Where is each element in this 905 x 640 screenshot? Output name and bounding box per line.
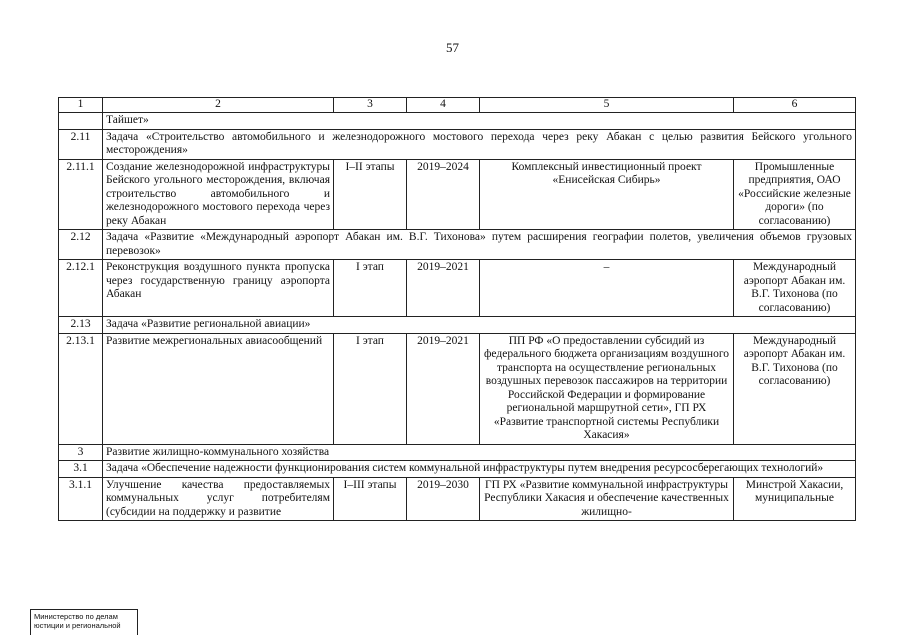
activity-cell: Развитие межрегиональных авиасообщений <box>103 333 334 444</box>
row-number: 2.13.1 <box>59 333 103 444</box>
table-row <box>59 333 856 444</box>
period-cell: 2019–2030 <box>407 477 480 521</box>
table-row <box>59 260 856 317</box>
table-row <box>59 159 856 230</box>
table-row <box>59 444 856 461</box>
table-row <box>59 461 856 478</box>
stage-cell: I этап <box>334 333 407 444</box>
column-number-row <box>59 98 856 113</box>
page-number: 57 <box>446 40 459 55</box>
activity-cell: Улучшение качества предоставляемых коммунальных услуг потребителям (субсидии на поддержку и развитие <box>103 477 334 521</box>
column-header: 1 <box>59 98 103 113</box>
task-text: Задача «Строительство автомобильного и железнодорожного мостового перехода через реку Абакан с целью развития Бейского угольного месторождения» <box>103 129 856 159</box>
row-number: 2.11 <box>59 129 103 159</box>
task-text: Задача «Развитие региональной авиации» <box>103 317 856 334</box>
table-row <box>59 477 856 521</box>
executor-cell: Минстрой Хакасии, муниципальные <box>734 477 856 521</box>
activity-cell: Создание железнодорожной инфраструктуры Бейского угольного месторождения, включая строительство автомобильного и железнодорожного мостового перехода через реку Абакан <box>103 159 334 230</box>
table-row <box>59 113 856 130</box>
task-text: Задача «Обеспечение надежности функционирования систем коммунальной инфраструктуры путем внедрения ресурсосберегающих технологий» <box>103 461 856 478</box>
table-row <box>59 317 856 334</box>
row-number: 2.12.1 <box>59 260 103 317</box>
section-text: Развитие жилищно-коммунального хозяйства <box>103 444 856 461</box>
column-header: 4 <box>407 98 480 113</box>
source-cell: – <box>480 260 734 317</box>
row-number: 2.12 <box>59 230 103 260</box>
column-header: 2 <box>103 98 334 113</box>
column-header: 5 <box>480 98 734 113</box>
row-number: 2.13 <box>59 317 103 334</box>
period-cell: 2019–2021 <box>407 333 480 444</box>
task-text: Задача «Развитие «Международный аэропорт Абакан им. В.Г. Тихонова» путем расширения географии полетов, увеличения объемов грузовых перевозок» <box>103 230 856 260</box>
strategy-table <box>58 97 856 521</box>
stage-cell: I–II этапы <box>334 159 407 230</box>
source-cell: ГП РХ «Развитие коммунальной инфраструктуры Республики Хакасия и обеспечение качественных жилищно- <box>480 477 734 521</box>
period-cell: 2019–2024 <box>407 159 480 230</box>
stage-cell: I–III этапы <box>334 477 407 521</box>
executor-cell: Международный аэропорт Абакан им. В.Г. Тихонова (по согласованию) <box>734 260 856 317</box>
period-cell: 2019–2021 <box>407 260 480 317</box>
column-header: 3 <box>334 98 407 113</box>
row-number: 3.1 <box>59 461 103 478</box>
table-row <box>59 129 856 159</box>
activity-cell: Реконструкция воздушного пункта пропуска через государственную границу аэропорта Абакан <box>103 260 334 317</box>
source-cell: Комплексный инвестиционный проект «Енисейская Сибирь» <box>480 159 734 230</box>
ministry-stamp: Министерство по делам юстиции и региональной <box>30 609 138 635</box>
column-header: 6 <box>734 98 856 113</box>
source-cell: ПП РФ «О предоставлении субсидий из федерального бюджета организациям воздушного транспорта на осуществление региональных воздушных перевозок пассажиров на территории Российской Федерации и формирование региональной маршрутной сети», ГП РХ «Развитие транспортной системы Республики Хакасия» <box>480 333 734 444</box>
executor-cell: Международный аэропорт Абакан им. В.Г. Тихонова (по согласованию) <box>734 333 856 444</box>
row-number: 2.11.1 <box>59 159 103 230</box>
row-number <box>59 113 103 130</box>
row-number: 3.1.1 <box>59 477 103 521</box>
stage-cell: I этап <box>334 260 407 317</box>
section-text: Тайшет» <box>103 113 856 130</box>
executor-cell: Промышленные предприятия, ОАО «Российские железные дороги» (по согласованию) <box>734 159 856 230</box>
row-number: 3 <box>59 444 103 461</box>
table-row <box>59 230 856 260</box>
